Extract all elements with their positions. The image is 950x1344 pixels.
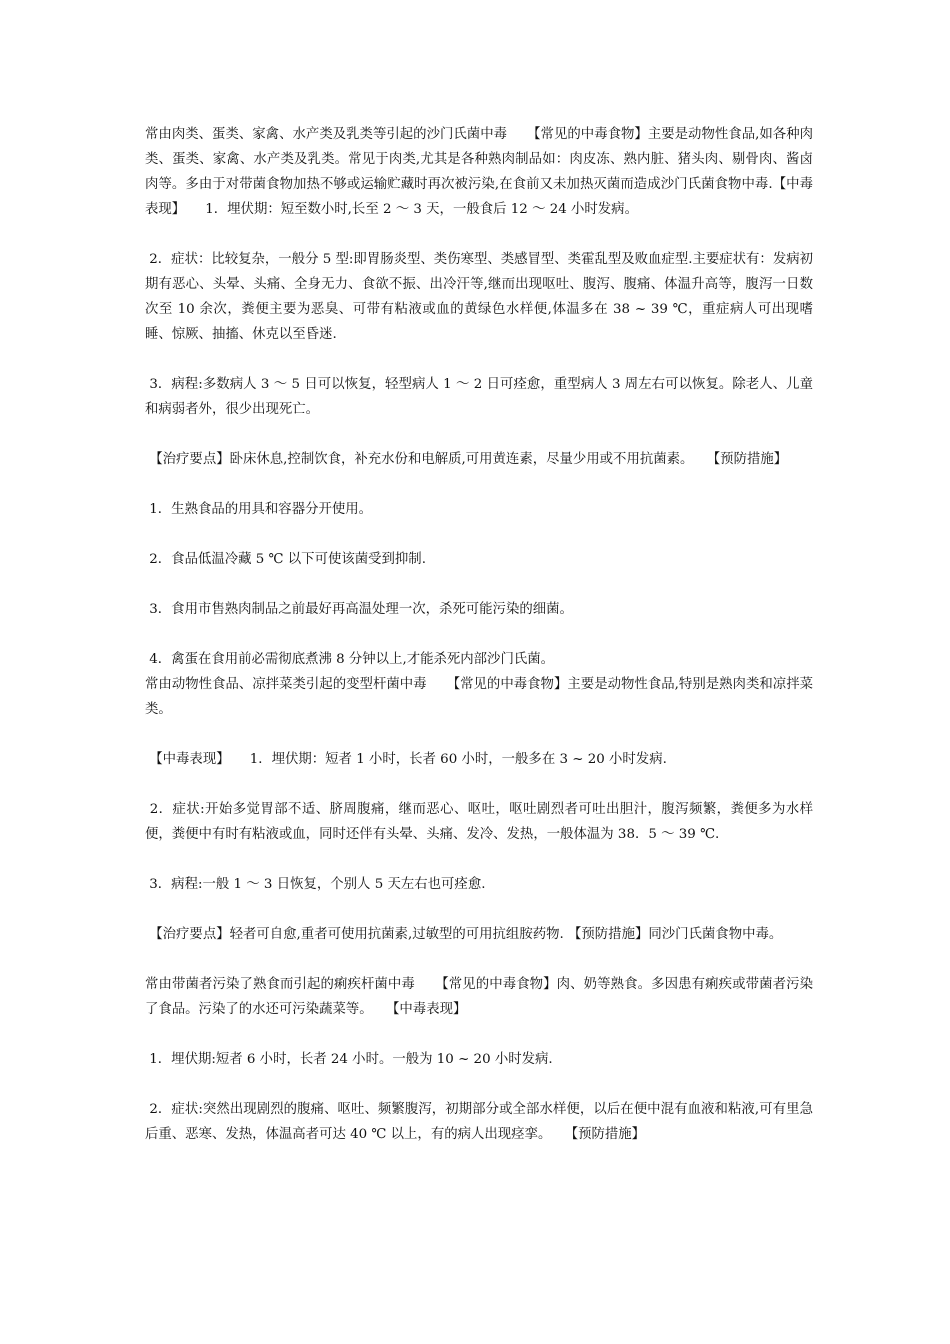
paragraph-salmonella-treatment: 【治疗要点】卧床休息,控制饮食，补充水份和电解质,可用黄连素，尽量少用或不用抗菌素。 【预防措施】 bbox=[145, 452, 788, 467]
paragraph-gap bbox=[145, 222, 813, 247]
paragraph-proteus-incubation: 【中毒表现】 1．埋伏期：短者 1 小时，长者 60 小时，一般多在 3 ~ 20 小时发病. bbox=[145, 752, 667, 767]
paragraph-gap bbox=[145, 772, 813, 797]
paragraph-proteus-treatment: 【治疗要点】轻者可自愈,重者可使用抗菌素,过敏型的可用抗组胺药物. 【预防措施】同沙门氏菌食物中毒。 bbox=[145, 927, 783, 942]
paragraph-salmonella-intro: 常由肉类、蛋类、家禽、水产类及乳类等引起的沙门氏菌中毒 【常见的中毒食物】主要是动物性食品,如各种肉类、蛋类、家禽、水产类及乳类。常见于肉类,尤其是各种熟肉制品如：肉皮冻、熟内脏、猪头肉、剔骨肉、酱卤肉等。多由于对带菌食物加热不够或运输贮藏时再次被污染,在食前又未加热灭菌而造成沙门氏菌食物中毒.【中毒表现】 1．埋伏期：短至数小时,长至 2 ～ 3 天，一般食后 12 ～ 24 小时发病。 bbox=[145, 127, 813, 217]
paragraph-salmonella-course: 3．病程:多数病人 3 ～ 5 日可以恢复，轻型病人 1 ～ 2 日可痊愈，重型病人 3 周左右可以恢复。除老人、儿童和病弱者外，很少出现死亡。 bbox=[145, 377, 813, 417]
paragraph-gap bbox=[145, 1072, 813, 1097]
paragraph-prevention-2: 2．食品低温冷藏 5 ℃ 以下可使该菌受到抑制. bbox=[145, 552, 426, 567]
paragraph-gap bbox=[145, 947, 813, 972]
paragraph-gap bbox=[145, 847, 813, 872]
paragraph-shigella-incubation: 1．埋伏期:短者 6 小时，长者 24 小时。一般为 10 ~ 20 小时发病. bbox=[145, 1052, 553, 1067]
paragraph-prevention-3: 3．食用市售熟肉制品之前最好再高温处理一次，杀死可能污染的细菌。 bbox=[145, 602, 573, 617]
paragraph-gap bbox=[145, 522, 813, 547]
paragraph-gap bbox=[145, 722, 813, 747]
paragraph-prevention-1: 1．生熟食品的用具和容器分开使用。 bbox=[145, 502, 373, 517]
paragraph-salmonella-symptoms: 2．症状：比较复杂，一般分 5 型:即胃肠炎型、类伤寒型、类感冒型、类霍乱型及败血症型.主要症状有：发病初期有恶心、头晕、头痛、全身无力、食欲不振、出冷汗等,继而出现呕吐、腹泻、腹痛、体温升高等，腹泻一日数次至 10 余次，粪便主要为恶臭、可带有粘液或血的黄绿色水样便,体温多在 38 ~ 39 ℃，重症病人可出现嗜睡、惊厥、抽搐、休克以至昏迷. bbox=[145, 252, 813, 342]
paragraph-gap bbox=[145, 472, 813, 497]
paragraph-gap bbox=[145, 1022, 813, 1047]
paragraph-shigella-symptoms: 2．症状:突然出现剧烈的腹痛、呕吐、频繁腹泻，初期部分或全部水样便，以后在便中混有血液和粘液,可有里急后重、恶寒、发热，体温高者可达 40 ℃ 以上，有的病人出现痉挛。 【预防措施】 bbox=[145, 1102, 813, 1142]
paragraph-gap bbox=[145, 347, 813, 372]
document-page bbox=[145, 122, 813, 1147]
paragraph-shigella-intro: 常由带菌者污染了熟食而引起的痢疾杆菌中毒 【常见的中毒食物】肉、奶等熟食。多因患有痢疾或带菌者污染了食品。污染了的水还可污染蔬菜等。 【中毒表现】 bbox=[145, 977, 813, 1017]
paragraph-prevention-4-proteus-intro: 4．禽蛋在食用前必需彻底煮沸 8 分钟以上,才能杀死内部沙门氏菌。 常由动物性食品、凉拌菜类引起的变型杆菌中毒 【常见的中毒食物】主要是动物性食品,特别是熟肉类和凉拌菜类。 bbox=[145, 652, 813, 717]
paragraph-gap bbox=[145, 422, 813, 447]
paragraph-gap bbox=[145, 897, 813, 922]
paragraph-gap bbox=[145, 622, 813, 647]
paragraph-proteus-symptoms: 2．症状:开始多觉胃部不适、脐周腹痛，继而恶心、呕吐，呕吐剧烈者可吐出胆汁，腹泻频繁，粪便多为水样便，粪便中有时有粘液或血，同时还伴有头晕、头痛、发冷、发热，一般体温为 38．5 ～ 39 ℃. bbox=[145, 802, 813, 842]
paragraph-proteus-course: 3．病程:一般 1 ～ 3 日恢复，个别人 5 天左右也可痊愈. bbox=[145, 877, 486, 892]
paragraph-gap bbox=[145, 572, 813, 597]
